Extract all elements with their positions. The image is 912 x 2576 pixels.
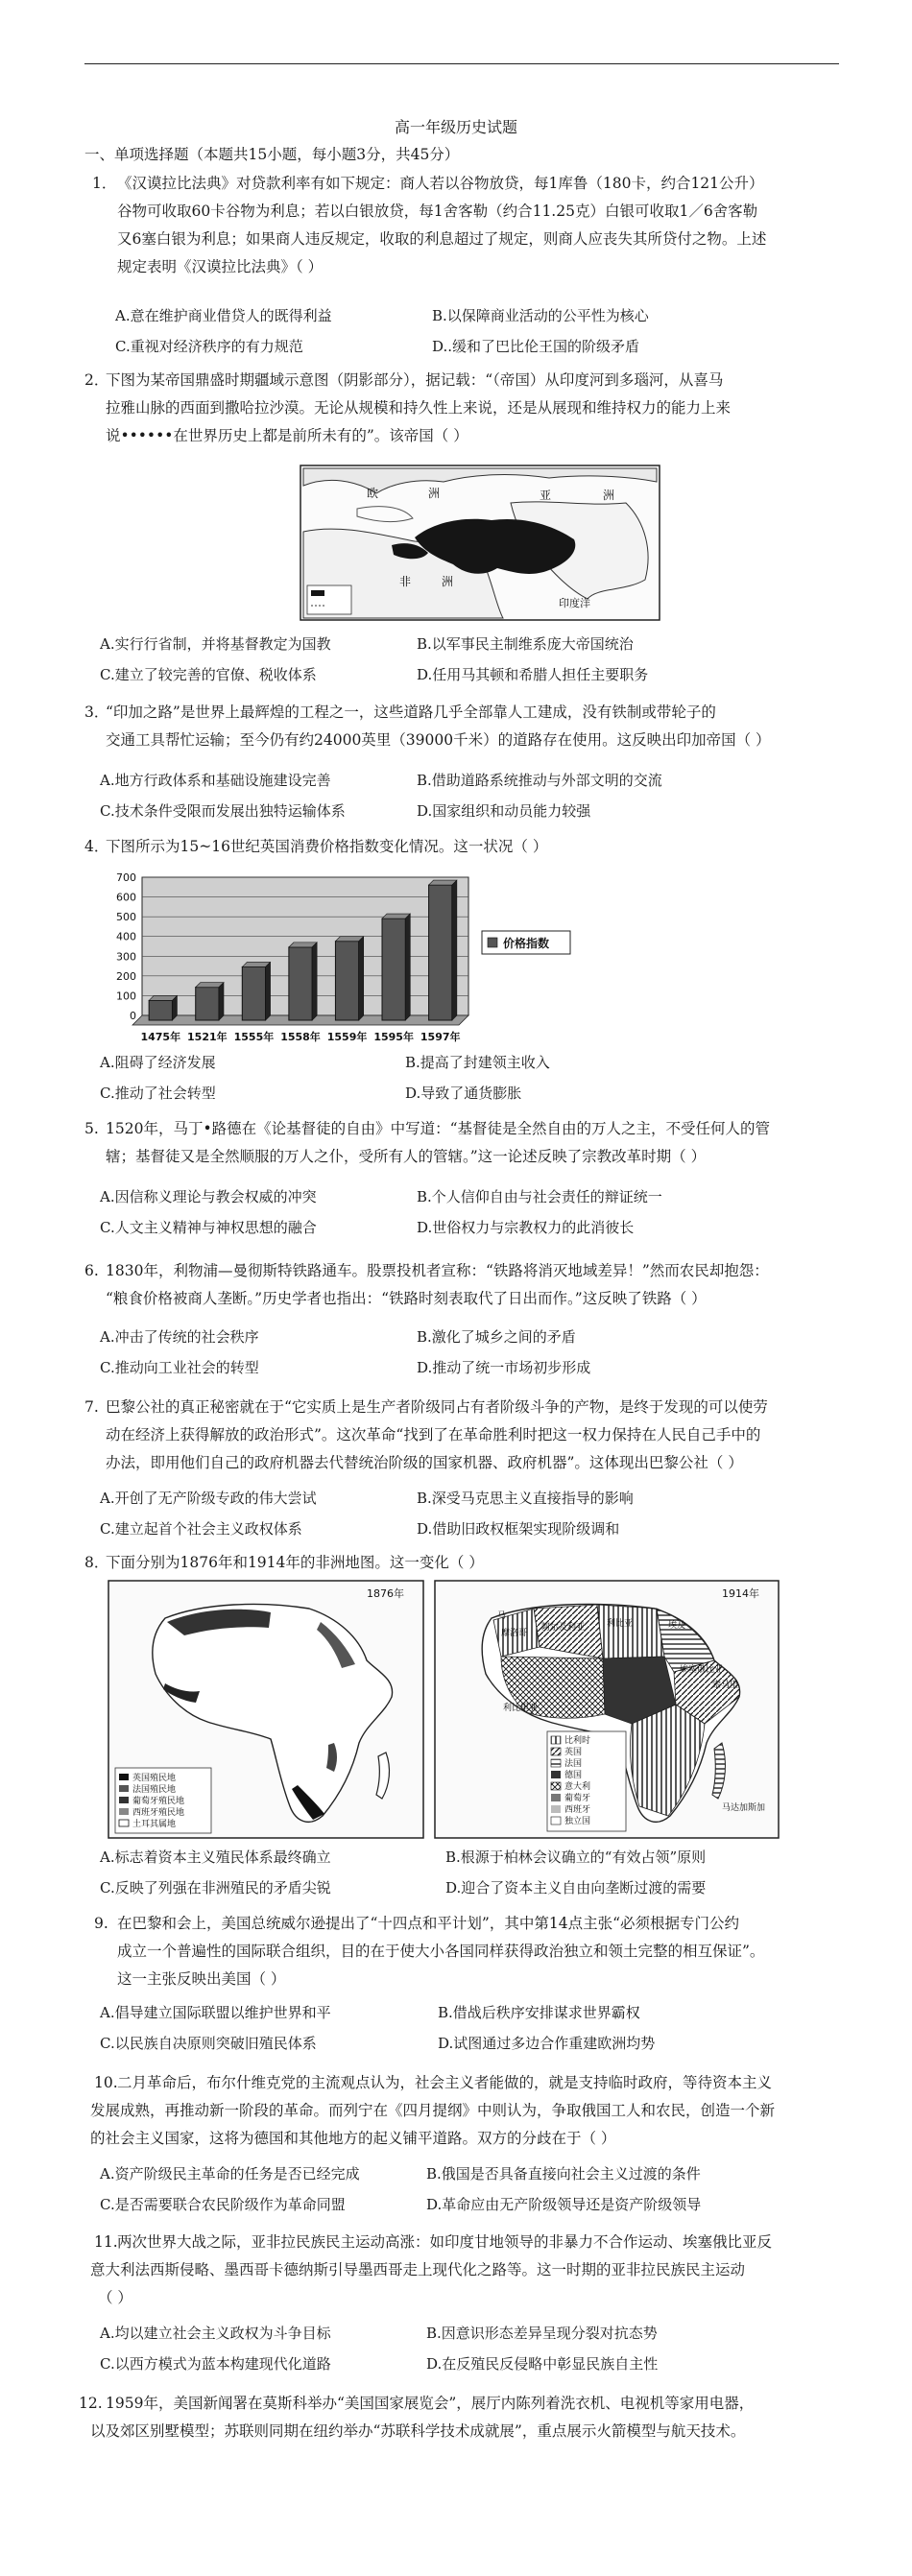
- section-heading: 一、单项选择题（本题共15小题，每小题3分，共45分）: [84, 146, 460, 163]
- x-tick-label: 1521年: [187, 1031, 228, 1043]
- option-b[interactable]: B.以军事民主制维系庞大帝国统治: [417, 635, 634, 653]
- map-label-asia2: 洲: [603, 489, 615, 502]
- option-b[interactable]: B.因意识形态差异呈现分裂对抗态势: [426, 2325, 658, 2342]
- options-q10: [100, 2163, 829, 2221]
- question-stem-line: 拉雅山脉的西面到撒哈拉沙漠。无论从规模和持久性上来说，还是从展现和维持权力的能力上来: [106, 399, 732, 417]
- options-q11: [100, 2323, 829, 2380]
- option-b[interactable]: B.根源于柏林会议确立的“有效占领”原则: [445, 1849, 707, 1866]
- option-a[interactable]: A.标志着资本主义殖民体系最终确立: [100, 1849, 331, 1866]
- question-stem-line: 两次世界大战之际，亚非拉民族民主运动高涨：如印度甘地领导的非暴力不合作运动、埃塞俄比亚反: [117, 2233, 773, 2251]
- africa-map-1914: [434, 1580, 780, 1839]
- price-index-chart-svg: [100, 864, 589, 1046]
- legend-item: 西班牙殖民地: [132, 1808, 185, 1818]
- map-label-asia1: 亚: [540, 489, 552, 502]
- map1914-label: 利比亚: [607, 1619, 634, 1629]
- question-4: [84, 833, 843, 861]
- question-stem-line: 谷物可收取60卡谷物为利息；若以白银放贷，每1舍客勒（约合11.25克）白银可收取1／6舍客勒: [117, 203, 758, 220]
- legend-item: 比利时: [564, 1736, 591, 1746]
- x-tick-label: 1595年: [373, 1031, 414, 1043]
- option-c[interactable]: C.反映了列强在非洲殖民的矛盾尖锐: [100, 1879, 331, 1896]
- price-index-chart: [100, 864, 589, 1046]
- legend-item: 意大利: [564, 1782, 591, 1792]
- option-c[interactable]: C.技术条件受限而发展出独特运输体系: [100, 802, 346, 820]
- option-c[interactable]: C.是否需要联合农民阶级作为革命同盟: [100, 2196, 346, 2213]
- option-a[interactable]: A.均以建立社会主义政权为斗争目标: [100, 2325, 331, 2342]
- bar-side: [359, 937, 364, 1020]
- question-stem-line: 下图为某帝国鼎盛时期疆域示意图（阴影部分），据记载：“（帝国）从印度河到多瑙河，从喜马: [106, 371, 724, 389]
- y-tick-label: 700: [116, 871, 136, 884]
- question-stem-line: 说••••••在世界历史上都是前所未有的”。该帝国（ ）: [106, 427, 468, 444]
- bar: [242, 966, 265, 1020]
- option-d[interactable]: D.推动了统一市场初步形成: [417, 1359, 591, 1376]
- y-tick-label: 100: [116, 990, 136, 1003]
- question-6: [84, 1257, 843, 1313]
- bar-side: [405, 914, 410, 1020]
- option-a[interactable]: A.因信称义理论与教会权威的冲突: [100, 1188, 317, 1205]
- question-stem-line: 辖；基督徒又是全然顺服的万人之仆，受所有人的管辖。”这一论述反映了宗教改革时期（ ）: [106, 1148, 707, 1165]
- map1914-label: 摩洛哥: [501, 1629, 528, 1638]
- top-rule: [84, 63, 839, 64]
- question-number: 5.: [84, 1120, 99, 1137]
- map1914-label: 马: [497, 1611, 507, 1621]
- question-11: [84, 2229, 843, 2312]
- y-tick-label: 200: [116, 969, 136, 983]
- option-a[interactable]: A.资产阶级民主革命的任务是否已经完成: [100, 2165, 360, 2182]
- map-label-europe1: 欧: [367, 487, 379, 500]
- option-d[interactable]: D.世俗权力与宗教权力的此消彼长: [417, 1219, 635, 1236]
- africa-map-1914-svg: [434, 1580, 780, 1839]
- legend-item: 独立国: [564, 1817, 591, 1826]
- question-number: 10.: [94, 2074, 118, 2091]
- persian-empire-map: [300, 465, 660, 621]
- africa-map-1876: [108, 1580, 424, 1839]
- legend-swatch: [488, 938, 497, 947]
- map1914-label: 利比里亚: [503, 1704, 539, 1713]
- question-1: [84, 170, 843, 281]
- question-5: [84, 1115, 843, 1171]
- option-c[interactable]: C.推动向工业社会的转型: [100, 1359, 259, 1376]
- option-d[interactable]: D.试图通过多边合作重建欧洲均势: [438, 2035, 656, 2052]
- question-number: 7.: [84, 1398, 99, 1416]
- map-label-africa2: 洲: [442, 575, 454, 588]
- question-12: [79, 2390, 843, 2445]
- question-stem-line: 在巴黎和会上，美国总统威尔逊提出了“十四点和平计划”，其中第14点主张“必须根据专门公约: [117, 1915, 739, 1932]
- question-stem-line: 又6塞白银为利息；如果商人违反规定，收取的利息超过了规定，则商人应丧失其所贷付之物。上述: [117, 230, 767, 248]
- question-stem-line: 意大利法西斯侵略、墨西哥卡德纳斯引导墨西哥走上现代化之路等。这一时期的亚非拉民族民主运动: [90, 2261, 746, 2278]
- option-b[interactable]: B.深受马克思主义直接指导的影响: [417, 1490, 634, 1507]
- option-b[interactable]: B.以保障商业活动的公平性为核心: [432, 307, 649, 324]
- map-year-label: 1876年: [367, 1587, 404, 1600]
- map-label-africa1: 非: [399, 575, 412, 588]
- option-c[interactable]: C.以西方模式为蓝本构建现代化道路: [100, 2355, 331, 2373]
- option-c[interactable]: C.以民族自决原则突破旧殖民体系: [100, 2035, 317, 2052]
- question-9: [84, 1910, 843, 1993]
- africa-map-1876-svg: [108, 1580, 424, 1839]
- bar: [289, 947, 312, 1020]
- options-q4: [100, 1052, 829, 1109]
- option-d[interactable]: D.在反殖民反侵略中彰显民族自主性: [426, 2355, 659, 2373]
- question-stem-line: 二月革命后，布尔什维克党的主流观点认为，社会主义者能做的，就是支持临时政府，等待资本主义: [117, 2074, 773, 2091]
- option-a[interactable]: A.地方行政体系和基础设施建设完善: [100, 772, 331, 789]
- x-tick-label: 1558年: [280, 1031, 321, 1043]
- option-b[interactable]: B.借战后秩序安排谋求世界霸权: [438, 2004, 640, 2021]
- bar-side: [266, 962, 271, 1020]
- question-stem-line: 下图所示为15~16世纪英国消费价格指数变化情况。这一状况（ ）: [106, 838, 548, 855]
- bar-side: [312, 942, 317, 1020]
- legend-item: 土耳其属地: [132, 1820, 177, 1829]
- question-stem-line: 1520年，马丁•路德在《论基督徒的自由》中写道：“基督徒是全然自由的万人之主，不受任何人的管: [106, 1120, 771, 1137]
- question-stem-line: 下面分别为1876年和1914年的非洲地图。这一变化（ ）: [106, 1554, 484, 1571]
- map1914-label: 马达加斯加: [722, 1803, 766, 1813]
- map-year-label: 1914年: [722, 1587, 759, 1600]
- option-d[interactable]: D.导致了通货膨胀: [405, 1085, 522, 1102]
- bar: [429, 885, 452, 1020]
- bar-side: [172, 995, 177, 1020]
- question-3: [84, 699, 843, 754]
- question-number: 8．: [84, 1554, 109, 1571]
- legend-label: 价格指数: [503, 937, 550, 950]
- y-tick-label: 300: [116, 950, 136, 964]
- question-stem-line: 办法，即用他们自己的政府机器去代替统治阶级的国家机器、政府机器”。这体现出巴黎公社（ ）: [106, 1454, 743, 1471]
- legend-item: 英国: [564, 1748, 583, 1757]
- legend-item: 英国殖民地: [132, 1774, 177, 1783]
- question-stem-line: 1959年，美国新闻署在莫斯科举办“美国国家展览会”，展厅内陈列着洗衣机、电视机等家用电器，: [106, 2395, 755, 2412]
- option-b[interactable]: B.激化了城乡之间的矛盾: [417, 1328, 576, 1346]
- question-stem-line: 以及郊区别墅模型；苏联则同期在纽约举办“苏联科学技术成就展”，重点展示火箭模型与航天技术。: [90, 2422, 746, 2440]
- options-q1: [100, 305, 829, 363]
- map-label-indian-ocean: 印度洋: [559, 597, 590, 609]
- map1914-label: 索马里: [712, 1681, 739, 1690]
- option-d[interactable]: D.国家组织和动员能力较强: [417, 802, 591, 820]
- bar-side: [219, 983, 224, 1020]
- option-a[interactable]: A.意在维护商业借贷人的既得利益: [115, 307, 332, 324]
- map1914-label: 埃塞俄比亚: [680, 1665, 724, 1675]
- options-q3: [100, 770, 829, 827]
- option-a[interactable]: A.开创了无产阶级专政的伟大尝试: [100, 1490, 317, 1507]
- legend-item: 德国: [564, 1771, 583, 1780]
- option-c[interactable]: C.人文主义精神与神权思想的融合: [100, 1219, 317, 1236]
- option-c[interactable]: C.建立起首个社会主义政权体系: [100, 1520, 302, 1538]
- question-stem-line: 的社会主义国家，这将为德国和其他地方的起义铺平道路。双方的分歧在于（ ）: [90, 2130, 616, 2147]
- question-number: 11.: [94, 2233, 118, 2251]
- y-tick-label: 600: [116, 891, 136, 904]
- bar: [196, 988, 219, 1020]
- x-tick-label: 1475年: [140, 1031, 181, 1043]
- question-7: [84, 1394, 843, 1477]
- x-tick-label: 1559年: [326, 1031, 368, 1043]
- question-stem-line: “印加之路”是世界上最辉煌的工程之一，这些道路几乎全部靠人工建成，没有铁制或带轮子的: [106, 704, 716, 721]
- bar: [335, 942, 358, 1020]
- option-b[interactable]: B.借助道路系统推动与外部文明的交流: [417, 772, 662, 789]
- option-b[interactable]: B.提高了封建领主收入: [405, 1054, 550, 1071]
- bar-side: [452, 880, 457, 1020]
- question-number: 12.: [79, 2395, 103, 2412]
- question-stem-line: 《汉谟拉比法典》对贷款利率有如下规定：商人若以谷物放贷，每1库鲁（180卡，约合121公升）: [117, 175, 764, 192]
- question-8: [84, 1549, 843, 1577]
- map-label-europe2: 洲: [428, 487, 441, 500]
- question-2: [84, 367, 843, 450]
- x-tick-label: 1597年: [420, 1031, 461, 1043]
- map-svg: [300, 465, 660, 621]
- option-d[interactable]: D.任用马其顿和希腊人担任主要职务: [417, 666, 649, 683]
- question-stem-line: 巴黎公社的真正秘密就在于“它实质上是生产者阶级同占有者阶级斗争的产物，是终于发现的可以使劳: [106, 1398, 768, 1416]
- bar: [149, 1000, 172, 1020]
- map1914-label: 阿尔及利亚: [541, 1623, 586, 1633]
- option-d[interactable]: D..缓和了巴比伦王国的阶级矛盾: [432, 338, 640, 355]
- option-c[interactable]: C.重视对经济秩序的有力规范: [115, 338, 303, 355]
- question-stem-line: 这一主张反映出美国（ ）: [117, 1970, 286, 1988]
- question-number: 3．: [84, 704, 109, 721]
- question-number: 2．: [84, 371, 109, 389]
- legend-item: 葡萄牙殖民地: [132, 1797, 185, 1806]
- option-d[interactable]: D.借助旧政权框架实现阶级调和: [417, 1520, 620, 1538]
- option-d[interactable]: D.革命应由无产阶级领导还是资产阶级领导: [426, 2196, 702, 2213]
- options-q9: [100, 2002, 829, 2060]
- options-q5: [100, 1186, 829, 1244]
- question-stem-line: （ ）: [98, 2289, 132, 2306]
- question-number: 6.: [84, 1262, 99, 1279]
- question-stem-line: 发展成熟，再推动新一阶段的革命。而列宁在《四月提纲》中则认为，争取俄国工人和农民，创造一个新: [90, 2102, 776, 2119]
- option-d[interactable]: D.迎合了资本主义自由向垄断过渡的需要: [445, 1879, 707, 1896]
- legend-item: 法国殖民地: [132, 1785, 177, 1795]
- legend-item: 西班牙: [564, 1805, 591, 1815]
- x-tick-label: 1555年: [233, 1031, 275, 1043]
- option-a[interactable]: A.冲击了传统的社会秩序: [100, 1328, 259, 1346]
- options-q6: [100, 1326, 829, 1384]
- option-a[interactable]: A.实行行省制，并将基督教定为国教: [100, 635, 331, 653]
- question-stem-line: 交通工具帮忙运输；至今仍有约24000英里（39000千米）的道路存在使用。这反映出印加帝国（ ）: [106, 731, 771, 749]
- question-stem-line: “粮食价格被商人垄断。”历史学者也指出：“铁路时刻表取代了日出而作。”这反映了铁路（ ）: [106, 1290, 707, 1307]
- options-q7: [100, 1488, 829, 1545]
- map1914-label: 埃及: [668, 1621, 686, 1631]
- bar: [382, 918, 405, 1020]
- question-stem-line: 1830年，利物浦—曼彻斯特铁路通车。股票投机者宣称：“铁路将消灭地域差异！”然而农民却抱怨：: [106, 1262, 769, 1279]
- question-number: 9.: [94, 1915, 108, 1932]
- option-b[interactable]: B.个人信仰自由与社会责任的辩证统一: [417, 1188, 662, 1205]
- legend-item: 葡萄牙: [564, 1794, 591, 1803]
- options-q2: [100, 633, 829, 691]
- y-tick-label: 500: [116, 911, 136, 924]
- legend-item: 法国: [564, 1759, 583, 1769]
- option-a[interactable]: A.倡导建立国际联盟以维护世界和平: [100, 2004, 331, 2021]
- page-title: 高一年级历史试题: [394, 118, 517, 136]
- option-c[interactable]: C.推动了社会转型: [100, 1085, 216, 1102]
- option-a[interactable]: A.阻碍了经济发展: [100, 1054, 216, 1071]
- option-b[interactable]: B.俄国是否具备直接向社会主义过渡的条件: [426, 2165, 701, 2182]
- question-stem-line: 规定表明《汉谟拉比法典》（ ）: [117, 258, 324, 275]
- option-c[interactable]: C.建立了较完善的官僚、税收体系: [100, 666, 317, 683]
- question-10: [84, 2069, 843, 2153]
- question-number: 1．: [92, 175, 117, 192]
- y-tick-label: 0: [130, 1010, 136, 1022]
- options-q8: [100, 1847, 829, 1904]
- y-tick-label: 400: [116, 930, 136, 943]
- question-number: 4．: [84, 838, 109, 855]
- question-stem-line: 动在经济上获得解放的政治形式”。这次革命“找到了在革命胜利时把这一权力保持在人民自己手中的: [106, 1426, 761, 1443]
- question-stem-line: 成立一个普遍性的国际联合组织，目的在于使大小各国同样获得政治独立和领土完整的相互保证”。: [117, 1943, 765, 1960]
